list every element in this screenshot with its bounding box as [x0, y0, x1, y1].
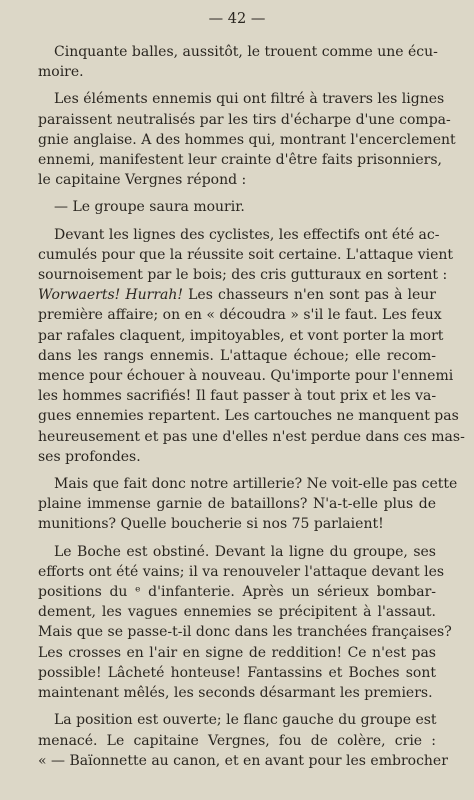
- paragraph: [38, 542, 452, 704]
- paragraph: [38, 197, 436, 217]
- text-line: gues ennemies repartent. Les cartouches ne manquent pas: [38, 408, 459, 425]
- text-line: heureusement et pas une d'elles n'est perdue dans ces mas-: [38, 428, 465, 445]
- text-line: cumulés pour que la réussite soit certaine. L'attaque vient: [38, 246, 454, 263]
- text-line: Worwaerts! Hurrah! Les chasseurs n'en sont pas à leur: [38, 287, 436, 304]
- text-line: les hommes sacrifiés! Il faut passer à tout prix et les va-: [38, 388, 437, 405]
- text-line: possible! Lâcheté honteuse! Fantassins et Boches sont: [38, 664, 436, 681]
- text-line: Cinquante balles, aussitôt, le trouent comme une écu-: [54, 44, 438, 60]
- text-line: La position est ouverte; le flanc gauche du groupe est: [54, 712, 437, 729]
- text-line: sournoisement par le bois; des cris gutturaux en sortent :: [38, 267, 448, 284]
- text-line: efforts ont été vains; il va renouveler l'attaque devant les: [38, 563, 445, 580]
- paragraph: [38, 42, 436, 82]
- text-line: le capitaine Vergnes répond :: [38, 172, 247, 189]
- text-line: Mais que fait donc notre artillerie? Ne voit-elle pas cette: [54, 476, 458, 493]
- text-line: positions du ᵉ d'infanterie. Après un sérieux bombar-: [38, 584, 436, 601]
- italic-exclamation: Worwaerts! Hurrah!: [38, 287, 184, 304]
- text-line: menacé. Le capitaine Vergnes, fou de colère, crie :: [38, 732, 436, 749]
- text-line: Devant les lignes des cyclistes, les effectifs ont été ac-: [54, 226, 440, 243]
- text-line: première affaire; on en « découdra » s'il le faut. Les feux: [38, 307, 442, 324]
- text-line: ennemi, manifestent leur crainte d'être faits prisonniers,: [38, 152, 442, 169]
- text-line: « — Baïonnette au canon, et en avant pour les embrocher: [38, 752, 448, 769]
- paragraph: [38, 474, 458, 535]
- text-line: maintenant mêlés, les seconds désarmant les premiers.: [38, 685, 433, 702]
- text-line: paraissent neutralisés par les tirs d'écharpe d'une compa-: [38, 111, 451, 128]
- text-line: Les éléments ennemis qui ont filtré à travers les lignes: [54, 91, 445, 108]
- text-line: plaine immense garnie de bataillons? N'a-t-elle plus de: [38, 496, 436, 513]
- text-line: munitions? Quelle boucherie si nos 75 parlaient!: [38, 516, 384, 533]
- text-line: Les crosses en l'air en signe de reddition! Ce n'est pas: [38, 644, 436, 661]
- text-line: ses profondes.: [38, 448, 141, 465]
- text-line: dement, les vagues ennemies se précipitent à l'assaut.: [38, 604, 436, 621]
- text-line: Le Boche est obstiné. Devant la ligne du groupe, ses: [54, 543, 436, 560]
- text-line: gnie anglaise. A des hommes qui, montrant l'encerclement: [38, 131, 456, 148]
- paragraph: [38, 89, 456, 190]
- text-line: dans les rangs ennemis. L'attaque échoue; elle recom-: [38, 347, 436, 364]
- text-line: par rafales claquent, impitoyables, et vont porter la mort: [38, 327, 444, 344]
- paragraph: [38, 710, 448, 771]
- text-line: Mais que se passe-t-il donc dans les tranchées françaises?: [38, 624, 452, 641]
- text-line: mence pour échouer à nouveau. Qu'importe pour l'ennemi: [38, 368, 454, 385]
- page-number: — 42 —: [208, 11, 266, 27]
- paragraph: [38, 225, 465, 467]
- text-line: moire.: [38, 64, 84, 81]
- text-line: — Le groupe saura mourir.: [54, 199, 245, 216]
